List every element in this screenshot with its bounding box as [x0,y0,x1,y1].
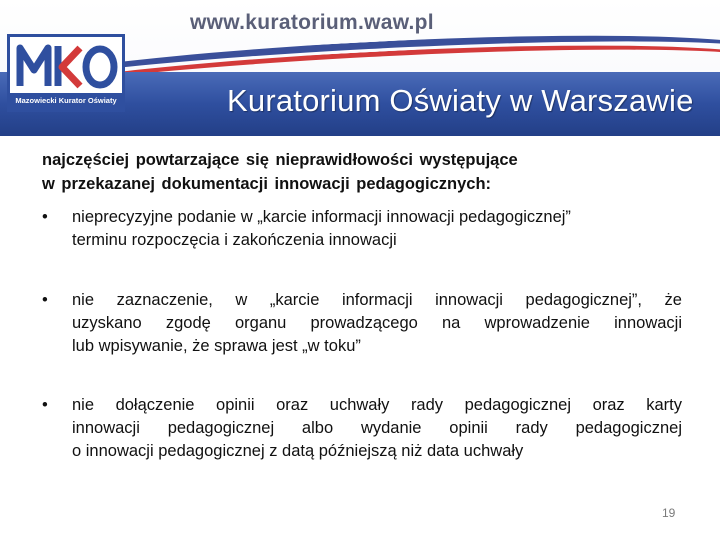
list-item [42,206,682,252]
header-banner [0,0,720,136]
list-item-line: uzyskano zgodę organu prowadzącego na wprowadzenie innowacji [72,314,682,332]
header-title: Kuratorium Oświaty w Warszawie [227,83,694,118]
bullet-icon: • [42,396,48,414]
heading-line: w przekazanej dokumentacji innowacji pedagogicznych: [42,175,492,193]
slide-heading [42,148,682,196]
list-item-line: nieprecyzyjne podanie w „karcie informacji innowacji pedagogicznej” [72,208,571,226]
list-item-line: o innowacji pedagogicznej z datą późniejszą niż data uchwały [72,442,524,460]
mko-logo-icon [14,40,120,92]
list-item [42,394,682,463]
list-item-line: nie dołączenie opinii oraz uchwały rady pedagogicznej oraz karty [72,396,682,414]
site-url[interactable]: www.kuratorium.waw.pl [190,11,434,34]
list-item [42,289,682,358]
page-number: 19 [662,506,676,520]
logo [7,34,125,112]
bullet-icon: • [42,291,48,309]
list-item-line: nie zaznaczenie, w „karcie informacji innowacji pedagogicznej”, że [72,291,682,309]
bullet-icon: • [42,208,48,226]
list-item-line: terminu rozpoczęcia i zakończenia innowacji [72,231,397,249]
logo-mark [14,40,120,92]
heading-line: najczęściej powtarzające się nieprawidłowości występujące [42,151,518,169]
logo-caption: Mazowiecki Kurator Oświaty [10,93,122,109]
list-item-line: lub wpisywanie, że sprawa jest „w toku” [72,337,361,355]
list-item-line: innowacji pedagogicznej albo wydanie opinii rady pedagogicznej [72,419,682,437]
